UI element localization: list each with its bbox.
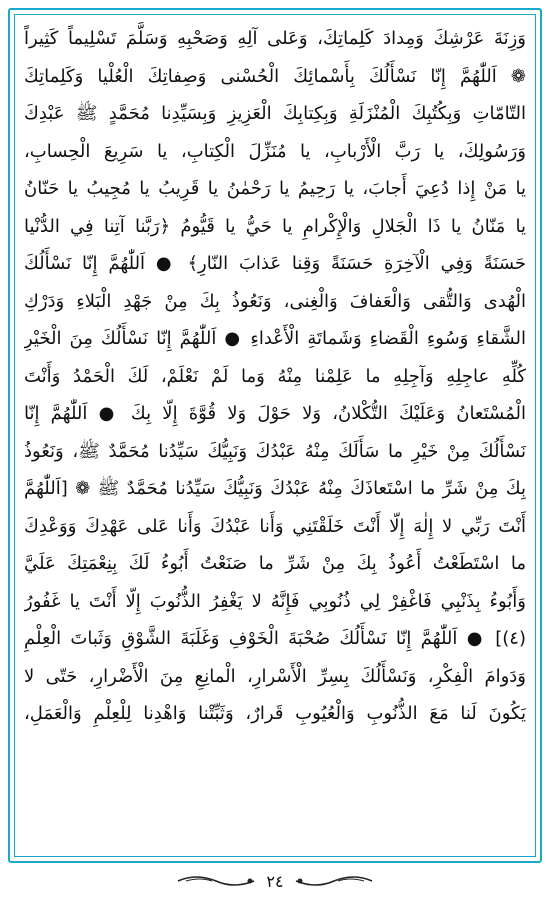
text-line-12: نَسْأَلُكَ مِنْ خَيْرِ ما سَأَلَكَ مِنْهُ عَبْدُكَ وَنَبِيُّكَ سَيِّدُنا مُحَمَّدٌ ﷺ، وَنَعُوذُ — [24, 440, 526, 462]
text-line-2: ❁ اَللّٰهُمَّ إِنّا نَسْأَلُكَ بِأَسْمائِكَ الْحُسْنى وَصِفاتِكَ الْعُلْيا وَكَلِماتِكَ — [24, 65, 526, 87]
text-line-18: وَدَوامَ الْفِكْرِ، وَنَسْأَلُكَ بِسِرِّ الْأَسْرارِ، الْمانِعِ مِنَ الْأَضْرارِ، حَتّى لا — [24, 665, 526, 687]
text-line-5: يا مَنْ إِذا دُعِيَ أَجابَ، يا رَحِيمُ يا رَحْمٰنُ يا قَرِيبُ يا مُجِيبُ يا حَنّانُ — [24, 178, 526, 199]
text-line-3: التّامّاتِ وَبِكُتُبِكَ الْمُنْزَلَةِ وَبِكِتابِكَ الْعَزِيزِ وَبِسَيِّدِنا مُحَمَّدٍ ﷺ عَبْدِكَ — [24, 103, 526, 124]
text-line-15: ما اسْتَطَعْتُ أَعُوذُ بِكَ مِنْ شَرِّ ما صَنَعْتُ أَبُوءُ لَكَ بِنِعْمَتِكَ عَلَيَّ — [24, 553, 526, 574]
text-line-20 — [24, 733, 526, 771]
text-line-8: الْهُدى وَالتُّقى وَالْعَفافَ وَالْغِنى، وَنَعُوذُ بِكَ مِنْ جَهْدِ الْبَلاءِ وَدَرْكِ — [24, 290, 526, 312]
text-line-16: وَأَبُوءُ بِذَنْبِي فَاغْفِرْ لِي ذُنُوبِي فَإِنَّهُ لا يَغْفِرُ الذُّنُوبَ إِلّا أَنْتَ يا غَفُورُ — [24, 590, 526, 612]
text-line-1: وَزِنَةَ عَرْشِكَ وَمِدادَ كَلِماتِكَ، وَعَلى آلِهِ وَصَحْبِهِ وَسَلَّمَ تَسْلِيماً كَثِيراً — [24, 28, 526, 49]
text-line-6: يا مَنّانُ يا ذَا الْجَلالِ وَالْإِكْرامِ يا حَيُّ يا قَيُّومُ ﴿رَبَّنا آتِنا فِي الدُّنْيا — [24, 215, 526, 237]
text-line-13: بِكَ مِنْ شَرِّ ما اسْتَعاذَكَ مِنْهُ عَبْدُكَ وَنَبِيُّكَ سَيِّدُنا مُحَمَّدٌ ﷺ ❁ [اَللّٰهُمَّ — [24, 478, 526, 499]
ornament-right-icon — [294, 872, 374, 890]
page-footer — [0, 866, 550, 896]
text-line-7: حَسَنَةً وَفِي الْآخِرَةِ حَسَنَةً وَقِنا عَذابَ النّارِ﴾ ● اَللّٰهُمَّ إِنّا نَسْأَلُكَ — [24, 253, 526, 274]
text-line-14: أَنْتَ رَبِّي لا إِلٰهَ إِلّا أَنْتَ خَلَقْتَنِي وَأَنا عَبْدُكَ وَأَنا عَلى عَهْدِكَ وَوَعْدِكَ — [24, 515, 526, 537]
text-line-10: كُلِّهِ عاجِلِهِ وَآجِلِهِ ما عَلِمْنا مِنْهُ وَما لَمْ نَعْلَمْ، لَكَ الْحَمْدُ وَأَنْتَ — [24, 365, 526, 387]
text-line-9: الشَّقاءِ وَسُوءِ الْقَضاءِ وَشَماتَةِ الْأَعْداءِ ● اَللّٰهُمَّ إِنّا نَسْأَلُكَ مِنَ الْخَيْرِ — [24, 328, 526, 349]
text-line-4: وَرَسُولِكَ، يا رَبَّ الْأَرْبابِ، يا مُنَزِّلَ الْكِتابِ، يا سَرِيعَ الْحِسابِ، — [24, 140, 526, 162]
ornament-left-icon — [176, 872, 256, 890]
text-line-17: (٤)] ● اَللّٰهُمَّ إِنّا نَسْأَلُكَ صُحْبَةَ الْخَوْفِ وَغَلَبَةَ الشَّوْقِ وَثَباتَ الْعِلْمِ — [24, 628, 526, 649]
text-line-21 — [24, 770, 526, 808]
page-number: ٢٤ — [266, 871, 284, 891]
text-line-19: يَكُونَ لَنا مَعَ الذُّنُوبِ وَالْعُيُوبِ قَرارٌ، وَثَبِّتْنا وَاهْدِنا لِلْعِلْمِ وَالْعَمَلِ، — [24, 703, 526, 724]
text-body — [24, 20, 526, 808]
text-line-11: الْمُسْتَعانُ وَعَلَيْكَ التُّكْلانُ، وَلا حَوْلَ وَلا قُوَّةَ إِلّا بِكَ ● اَللّٰهُمَّ إِنّا — [24, 403, 526, 424]
